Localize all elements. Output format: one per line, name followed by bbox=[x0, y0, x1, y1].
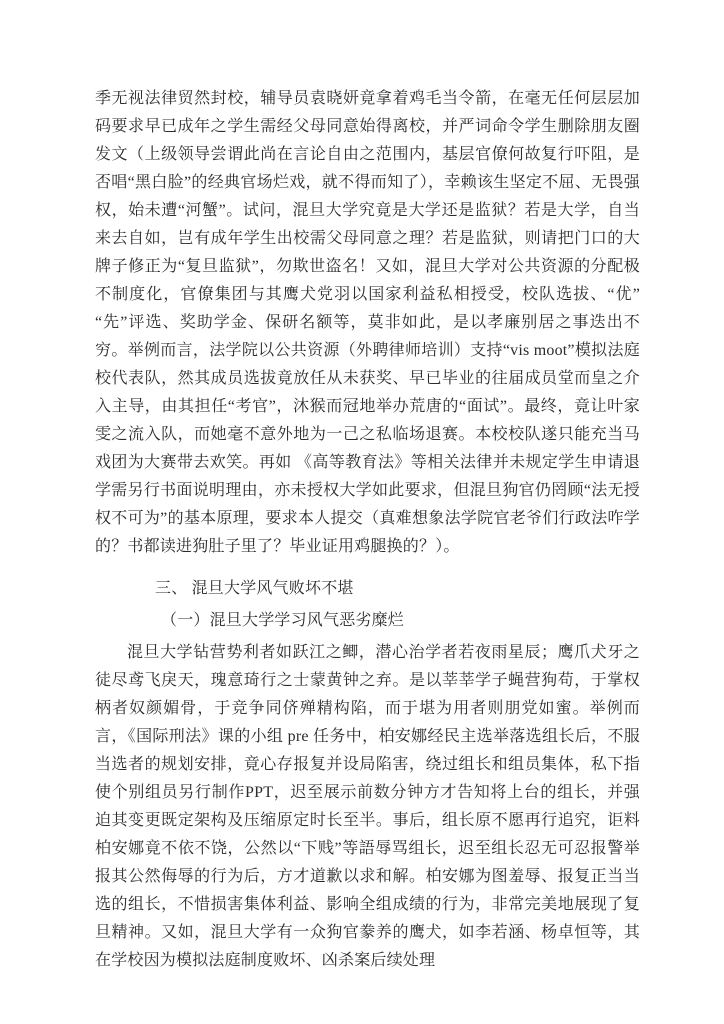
section-heading: 三、 混旦大学风气败坏不堪 bbox=[155, 580, 354, 597]
body-paragraph: 混旦大学钻营势利者如跃江之鲫，潜心治学者若夜雨星辰；鹰爪犬牙之徒尽鸢飞戾天，瑰意琦行之士蒙黄钟之弃。是以莘莘学子蝇营狗苟，于掌权柄者奴颜媚骨，于竞争同侪殚精构陷，而于堪为用者则朋党如蜜。举例而言，《国际刑法》课的小组 pre 任务中，柏安娜经民主选举落选组长后，不服当选者的规划安排，竟心存报复并设局陷害，绕过组长和组员集体，私下指使个别组员另行制作PPT，迟至展示前数分钟方才告知将上台的组长，并强迫其变更既定架构及压缩原定时长至半。事后，组长原不愿再行追究，讵料柏安娜竟不依不饶，公然以“下贱”等語辱骂组长，迟至组长忍无可忍报警举报其公然侮辱的行为后，方才道歉以求和解。柏安娜为图羞辱、报复正当当选的组长，不惜损害集体利益、影响全组成绩的行为，非常完美地展现了复旦精神。又如，混旦大学有一众狗官豢养的鹰犬，如李若涵、杨卓恒等，其在学校因为模拟法庭制度败坏、凶杀案后续处理 bbox=[95, 644, 640, 969]
body-paragraph-continuation: 季无视法律贸然封校，辅导员袁晓妍竟拿着鸡毛当令箭，在毫无任何层层加码要求早已成年之学生需经父母同意始得离校，并严词命令学生删除朋友圈发文（上级领导尝谓此尚在言论自由之范围内，基层官僚何故复行吓阻，是否唱“黑白脸”的经典官场烂戏，就不得而知了），幸赖该生坚定不屈、无畏强权，始未遭“河蟹”。试问，混旦大学究竟是大学还是监狱？若是大学，自当来去自如，岂有成年学生出校需父母同意之理？若是监狱，则请把门口的大牌子修正为“复旦监狱”，勿欺世盗名！又如，混旦大学对公共资源的分配极不制度化，官僚集团与其鹰犬党羽以国家利益私相授受，校队选拔、“优”“先”评选、奖助学金、保研名额等，莫非如此，是以孝廉别居之事迭出不穷。举例而言，法学院以公共资源（外聘律师培训）支持“vis moot”模拟法庭校代表队，然其成员选拔竟放任从未获奖、早已毕业的往届成员堂而皇之介入主导，由其担任“考官”，沐猴而冠地举办荒唐的“面试”。最终，竟让叶家雯之流入队，而她毫不意外地为一己之私临场退赛。本校校队遂只能充当马戏团为大赛带去欢笑。再如 《高等教育法》等相关法律并未规定学生申请退学需另行书面说明理由，亦未授权大学如此要求，但混旦狗官仍罔顾“法无授权不可为”的基本原理，要求本人提交（真难想象法学院官老爷们行政法咋学的？书都读进狗肚子里了？毕业证用鸡腿换的？）。 bbox=[95, 90, 640, 555]
document-text-block bbox=[95, 85, 640, 975]
subsection-heading: （一）混旦大学学习风气恶劣糜烂 bbox=[161, 612, 405, 629]
